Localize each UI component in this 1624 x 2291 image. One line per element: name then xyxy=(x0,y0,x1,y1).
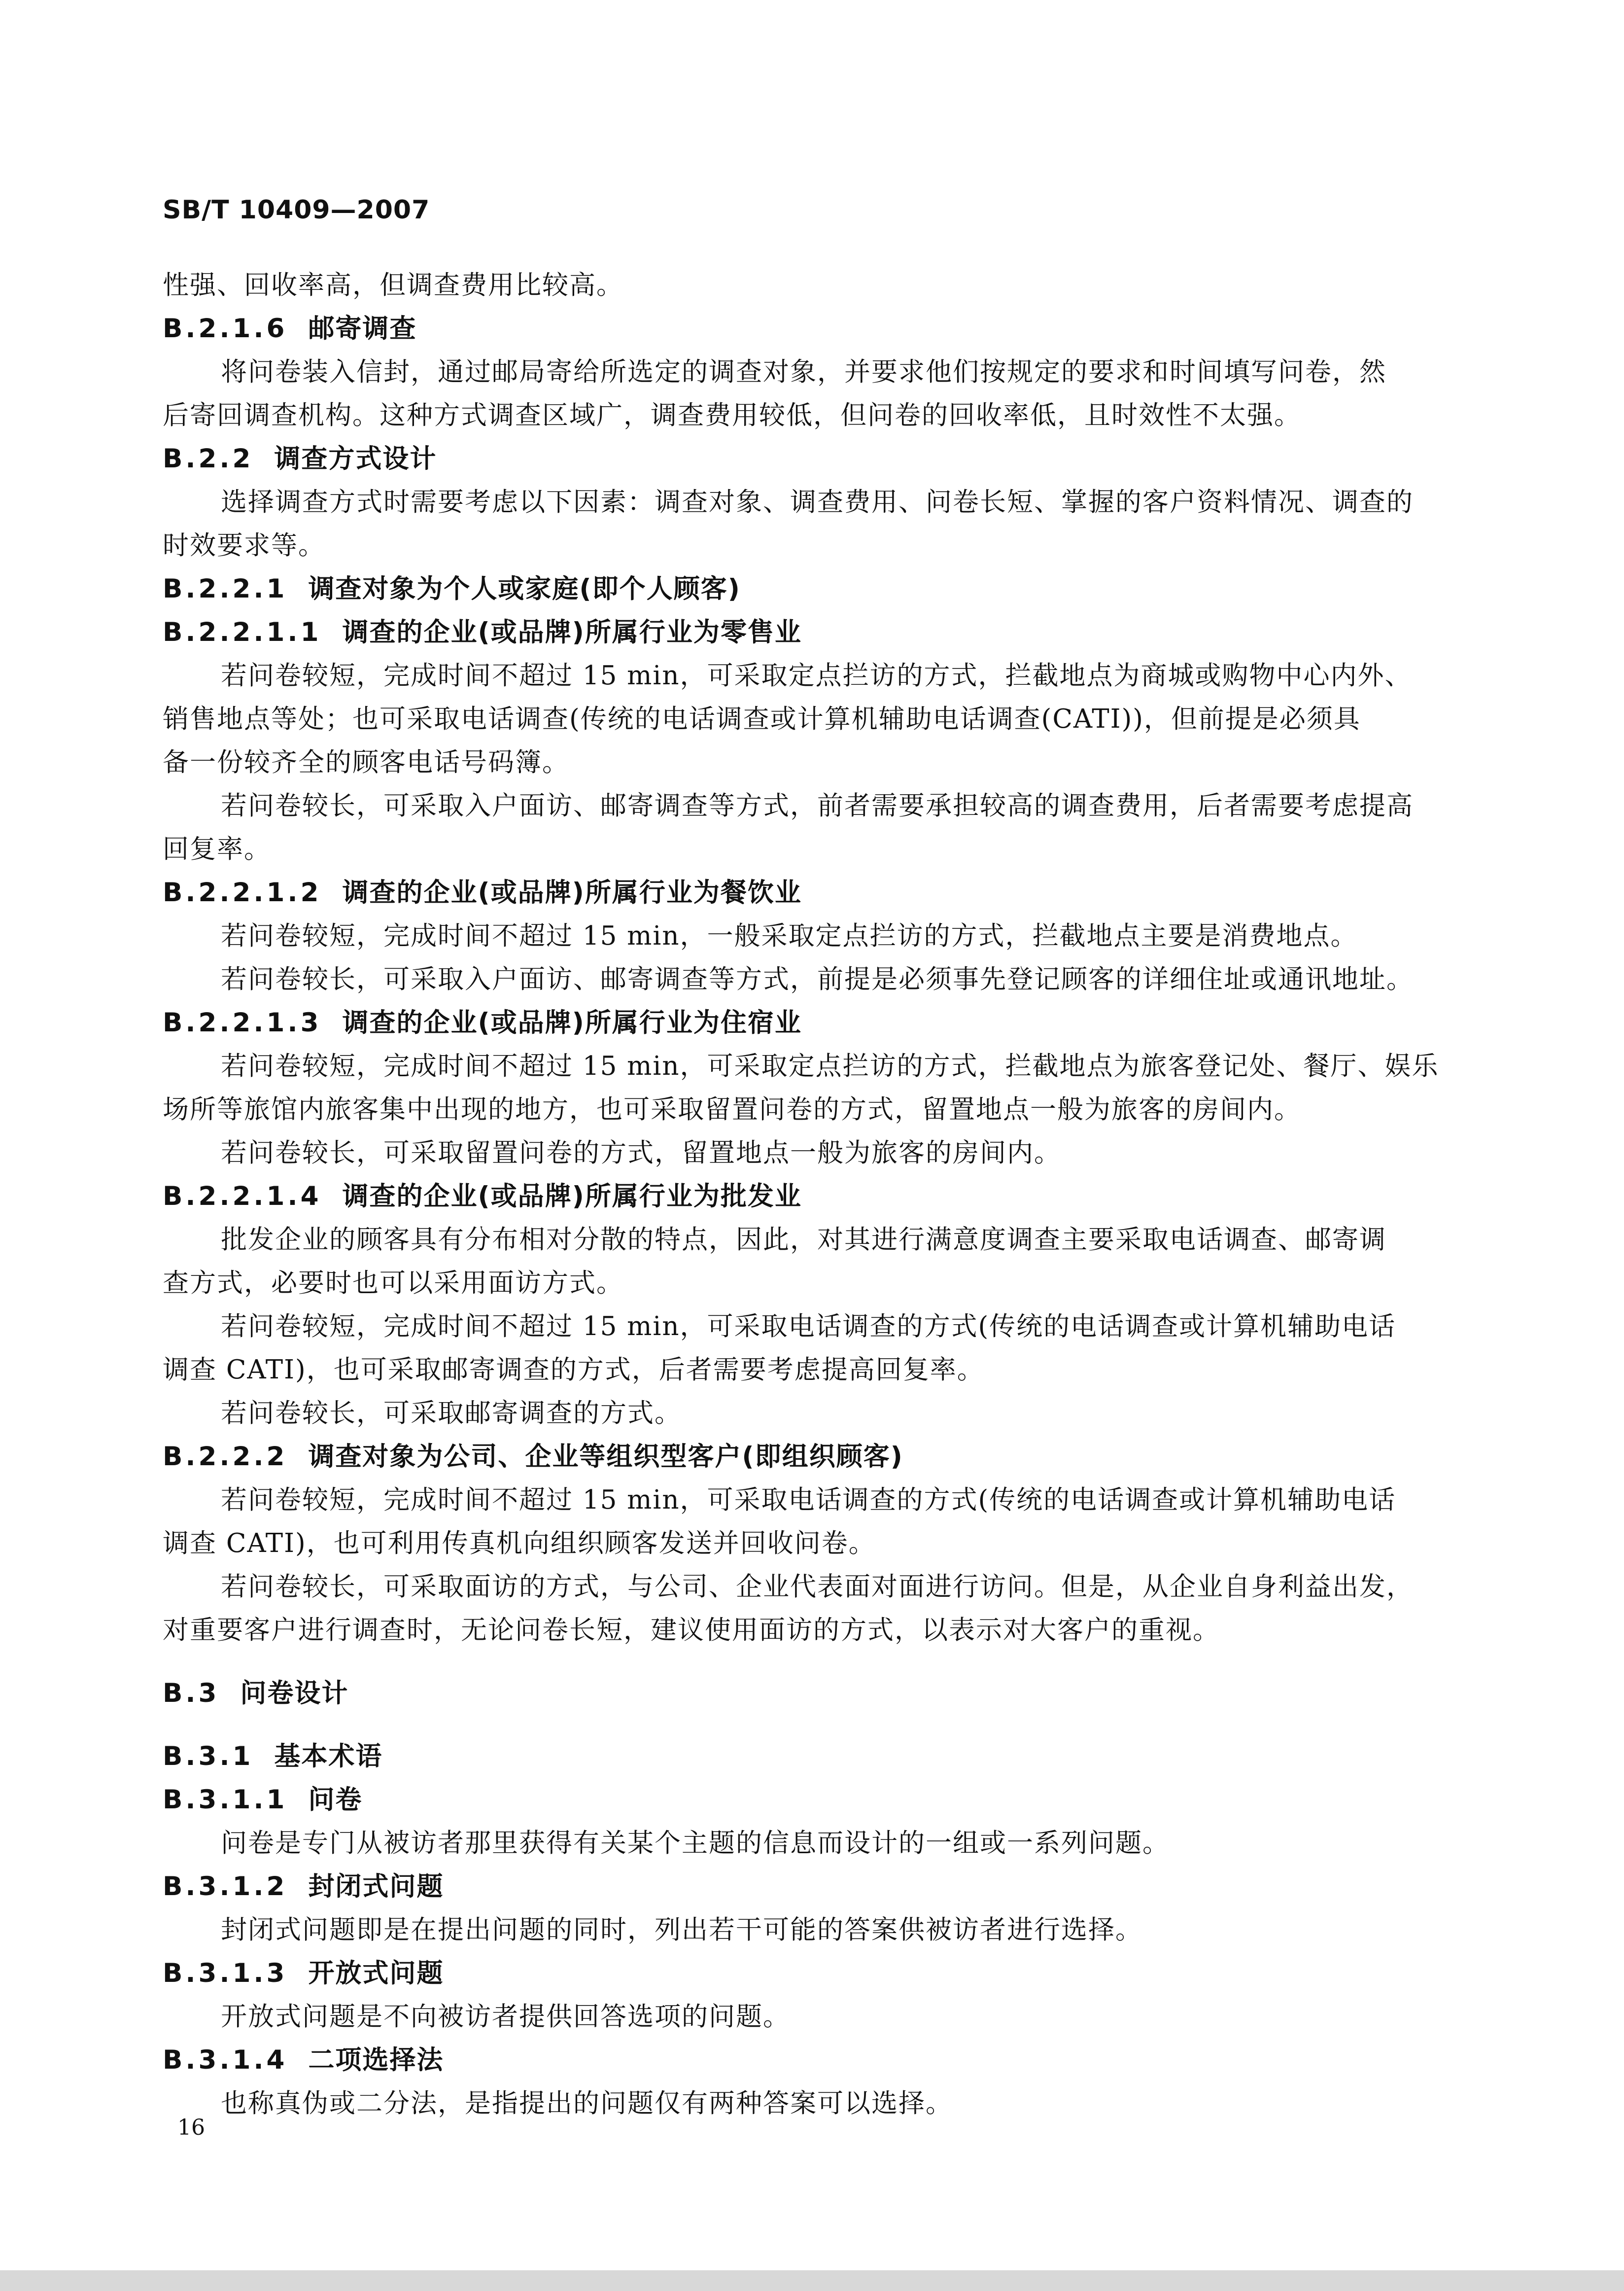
heading-title: 调查对象为公司、企业等组织型客户(即组织顾客) xyxy=(308,1442,903,1472)
paragraph-line: 调查 CATI)，也可采取邮寄调查的方式，后者需要考虑提高回复率。 xyxy=(163,1355,984,1385)
paragraph-line: 若问卷较长，可采取留置问卷的方式，留置地点一般为旅客的房间内。 xyxy=(221,1138,1061,1168)
heading-number: B.2.2.1.3 xyxy=(163,1008,322,1038)
heading-number: B.3.1.4 xyxy=(163,2045,288,2075)
heading-number: B.2.2 xyxy=(163,444,254,474)
heading-title: 二项选择法 xyxy=(308,2045,444,2075)
paragraph-line: 问卷是专门从被访者那里获得有关某个主题的信息而设计的一组或一系列问题。 xyxy=(221,1828,1170,1858)
page-number: 16 xyxy=(177,2115,205,2140)
heading-title: 封闭式问题 xyxy=(308,1871,444,1902)
heading-number: B.2.2.1.1 xyxy=(163,617,322,647)
section-heading xyxy=(163,1175,1424,1218)
heading-title: 问卷 xyxy=(308,1785,363,1815)
heading-number: B.3.1.1 xyxy=(163,1785,288,1815)
heading-number: B.2.2.1.4 xyxy=(163,1181,322,1211)
heading-title: 调查的企业(或品牌)所属行业为住宿业 xyxy=(342,1008,802,1038)
paragraph-line: 场所等旅馆内旅客集中出现的地方，也可采取留置问卷的方式，留置地点一般为旅客的房间内。 xyxy=(163,1094,1301,1125)
section-heading xyxy=(163,307,1424,351)
heading-number: B.2.2.1 xyxy=(163,574,288,604)
heading-number: B.2.2.2 xyxy=(163,1442,288,1472)
section-heading xyxy=(163,871,1424,915)
heading-title: 开放式问题 xyxy=(308,1958,444,1988)
heading-number: B.3.1.3 xyxy=(163,1958,288,1988)
section-heading xyxy=(163,1865,1424,1908)
paragraph-line: 批发企业的顾客具有分布相对分散的特点，因此，对其进行满意度调查主要采取电话调查、邮寄调 xyxy=(221,1225,1386,1255)
paragraph-line: 若问卷较长，可采取入户面访、邮寄调查等方式，前提是必须事先登记顾客的详细住址或通讯地址。 xyxy=(221,964,1414,994)
paragraph-line: 调查 CATI)，也可利用传真机向组织顾客发送并回收问卷。 xyxy=(163,1528,876,1558)
heading-title: 调查的企业(或品牌)所属行业为餐饮业 xyxy=(342,878,802,908)
paragraph-line: 对重要客户进行调查时，无论问卷长短，建议使用面访的方式，以表示对大客户的重视。 xyxy=(163,1615,1220,1645)
paragraph-line: 若问卷较长，可采取面访的方式，与公司、企业代表面对面进行访问。但是，从企业自身利益出发， xyxy=(221,1572,1414,1602)
paragraph-line: 也称真伪或二分法，是指提出的问题仅有两种答案可以选择。 xyxy=(221,2088,953,2118)
paragraph-line: 回复率。 xyxy=(163,834,271,864)
section-heading xyxy=(163,1672,1424,1715)
paragraph-line: 将问卷装入信封，通过邮局寄给所选定的调查对象，并要求他们按规定的要求和时间填写问卷，然 xyxy=(221,357,1386,387)
heading-title: 调查方式设计 xyxy=(274,444,437,474)
paragraph-line: 封闭式问题即是在提出问题的同时，列出若干可能的答案供被访者进行选择。 xyxy=(221,1915,1142,1945)
heading-title: 调查的企业(或品牌)所属行业为零售业 xyxy=(342,617,802,647)
heading-title: 调查对象为个人或家庭(即个人顾客) xyxy=(308,574,741,604)
section-heading xyxy=(163,1952,1424,1995)
heading-number: B.2.1.6 xyxy=(163,314,288,344)
paragraph-line: 时效要求等。 xyxy=(163,530,325,561)
paragraph-line: 查方式，必要时也可以采用面访方式。 xyxy=(163,1268,623,1298)
paragraph-line: 若问卷较短，完成时间不超过 15 min，可采取定点拦访的方式，拦截地点为商城或购物中心内外、 xyxy=(221,661,1412,691)
paragraph-line: 性强、回收率高，但调查费用比较高。 xyxy=(163,270,623,300)
heading-number: B.2.2.1.2 xyxy=(163,878,322,908)
heading-title: 基本术语 xyxy=(274,1741,383,1771)
paragraph-line: 备一份较齐全的顾客电话号码簿。 xyxy=(163,747,569,777)
section-heading xyxy=(163,1778,1424,1822)
section-heading xyxy=(163,1001,1424,1045)
heading-number: B.3 xyxy=(163,1678,220,1708)
paragraph-line: 选择调查方式时需要考虑以下因素：调查对象、调查费用、问卷长短、掌握的客户资料情况、调查的 xyxy=(221,487,1414,517)
heading-title: 邮寄调查 xyxy=(308,314,417,344)
paragraph-line: 若问卷较短，完成时间不超过 15 min，可采取电话调查的方式(传统的电话调查或计算机辅助电话 xyxy=(221,1485,1396,1515)
paragraph-line: 开放式问题是不向被访者提供回答选项的问题。 xyxy=(221,2002,790,2032)
section-heading xyxy=(163,2039,1424,2082)
paragraph-line: 销售地点等处；也可采取电话调查(传统的电话调查或计算机辅助电话调查(CATI))，但前提是必须具 xyxy=(163,704,1361,734)
paragraph-line: 后寄回调查机构。这种方式调查区域广，调查费用较低，但问卷的回收率低，且时效性不太强。 xyxy=(163,400,1301,430)
paragraph-line: 若问卷较短，完成时间不超过 15 min，可采取电话调查的方式(传统的电话调查或计算机辅助电话 xyxy=(221,1311,1396,1341)
heading-number: B.3.1.2 xyxy=(163,1871,288,1902)
section-heading xyxy=(163,567,1424,611)
heading-number: B.3.1 xyxy=(163,1741,254,1771)
heading-title: 调查的企业(或品牌)所属行业为批发业 xyxy=(342,1181,802,1211)
paragraph-line: 若问卷较短，完成时间不超过 15 min，可采取定点拦访的方式，拦截地点为旅客登记处、餐厅、娱乐 xyxy=(221,1051,1439,1081)
heading-title: 问卷设计 xyxy=(240,1678,349,1708)
section-heading xyxy=(163,1435,1424,1479)
paragraph-line: 若问卷较短，完成时间不超过 15 min，一般采取定点拦访的方式，拦截地点主要是消费地点。 xyxy=(221,921,1358,951)
standard-code: SB/T 10409—2007 xyxy=(163,195,430,225)
paragraph-line: 若问卷较长，可采取邮寄调查的方式。 xyxy=(221,1398,682,1428)
section-heading xyxy=(163,611,1424,654)
scan-bottom-edge xyxy=(0,2270,1624,2291)
document-body xyxy=(163,264,1439,2125)
section-heading xyxy=(163,1735,1424,1778)
section-heading xyxy=(163,437,1424,481)
paragraph-line: 若问卷较长，可采取入户面访、邮寄调查等方式，前者需要承担较高的调查费用，后者需要考虑提高 xyxy=(221,791,1414,821)
